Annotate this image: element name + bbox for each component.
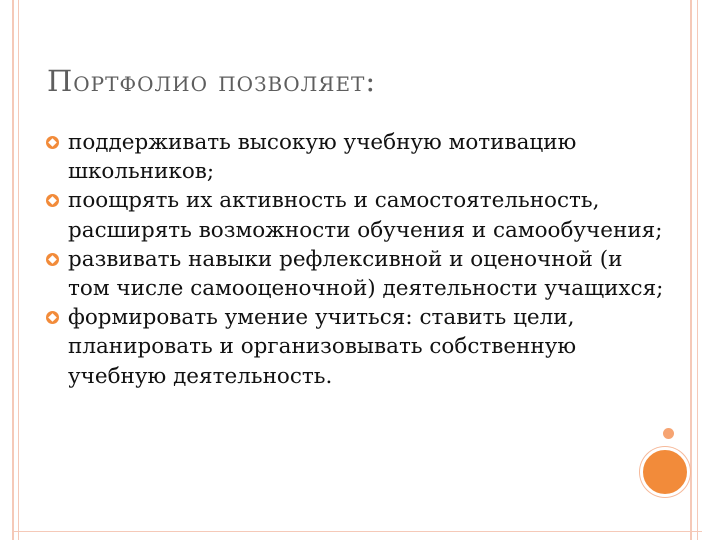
bullet-text: развивать навыки рефлексивной и оценочной (и том числе самооценочной) деятельности учащихся; (68, 246, 664, 302)
bullet-text: поддерживать высокую учебную мотивацию школьников; (68, 130, 577, 185)
frame-line (697, 0, 698, 540)
bullet-item (44, 245, 664, 303)
frame-line (12, 0, 14, 540)
bullet-text: формировать умение учиться: ставить цели, планировать и организовывать собственную учебную деятельность. (68, 305, 577, 389)
bullet-text: поощрять их активность и самостоятельность, расширять возможности обучения и самообучения; (68, 188, 663, 243)
slide-title: Портфолио позволяет: (47, 64, 377, 98)
frame-line (18, 0, 19, 540)
bullet-icon (46, 194, 59, 207)
bullet-icon (46, 253, 59, 266)
decorative-orange-circle (640, 447, 690, 497)
decorative-small-circle (663, 428, 674, 439)
frame-line (690, 0, 692, 540)
bullet-item (44, 303, 664, 391)
frame-line (12, 531, 702, 532)
bullet-icon (46, 311, 59, 324)
bullet-item (44, 128, 664, 186)
bullet-item (44, 186, 664, 244)
bullet-icon (46, 136, 59, 149)
bullet-list (44, 128, 664, 391)
